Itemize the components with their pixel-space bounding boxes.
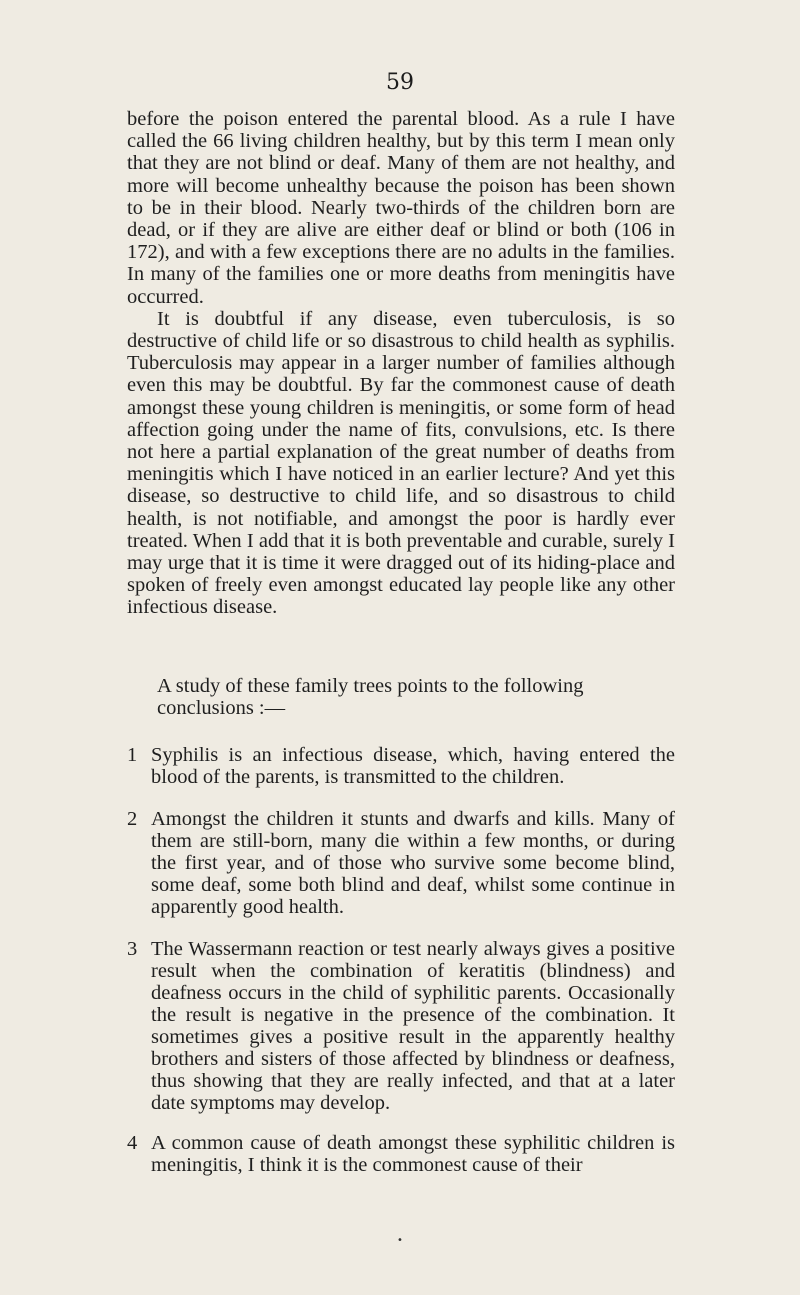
conclusion-item bbox=[127, 744, 675, 788]
conclusion-text: A common cause of death amongst these syphilitic children is meningitis, I think it is the commonest cause of their bbox=[151, 1132, 675, 1176]
paragraph-syphilis-child-life: It is doubtful if any disease, even tuberculosis, is so destructive of child life or so disastrous to child health as syphilis. Tuberculosis may appear in a larger number of families although even this may be doubtful. By far the commonest cause of death amongst these young children is meningitis, or some form of head affection going under the name of fits, convulsions, etc. Is there not here a partial explanation of the great number of deaths from meningitis which I have noticed in an earlier lecture? And yet this disease, so destructive to child life, and so disastrous to child health, is not notifiable, and amongst the poor is hardly ever treated. When I add that it is both preventable and curable, surely I may urge that it is time it were dragged out of its hiding-place and spoken of freely even amongst educated lay people like any other infectious disease. bbox=[127, 307, 675, 619]
conclusion-item bbox=[127, 1132, 675, 1176]
conclusions-intro bbox=[127, 675, 675, 719]
conclusion-item bbox=[127, 938, 675, 1114]
page-number: 59 bbox=[386, 70, 414, 95]
conclusion-number: 1 bbox=[127, 744, 138, 766]
conclusion-number: 2 bbox=[127, 808, 138, 830]
paragraph-continuation: before the poison entered the parental blood. As a rule I have called the 66 living children healthy, but by this term I mean only that they are not blind or deaf. Many of them are not healthy, and more will become unhealthy because the poison has been shown to be in their blood. Nearly two-thirds of the children born are dead, or if they are alive are either deaf or blind or both (106 in 172), and with a few exceptions there are no adults in the families. In many of the families one or more deaths from meningitis have occurred. bbox=[127, 108, 675, 308]
conclusion-text: Syphilis is an infectious disease, which, having entered the blood of the parents, is transmitted to the children. bbox=[151, 744, 675, 788]
conclusions-intro-text: A study of these family trees points to the following conclusions :— bbox=[157, 675, 584, 719]
conclusion-number: 3 bbox=[127, 938, 138, 960]
conclusions-list bbox=[127, 744, 675, 1194]
footer-mark: • bbox=[397, 1235, 403, 1246]
conclusion-item bbox=[127, 808, 675, 918]
conclusion-number: 4 bbox=[127, 1132, 138, 1154]
conclusion-text: The Wassermann reaction or test nearly always gives a positive result when the combination of keratitis (blindness) and deafness occurs in the child of syphilitic parents. Occasionally the result is negative in the presence of the combination. It sometimes gives a positive result in the apparently healthy brothers and sisters of those affected by blindness or deafness, thus showing that they are really infected, and that at a later date symptoms may develop. bbox=[151, 938, 675, 1114]
conclusion-text: Amongst the children it stunts and dwarfs and kills. Many of them are still-born, many die within a few months, or during the first year, and of those who survive some become blind, some deaf, some both blind and deaf, whilst some continue in apparently good health. bbox=[151, 808, 675, 918]
body-text bbox=[127, 108, 675, 619]
